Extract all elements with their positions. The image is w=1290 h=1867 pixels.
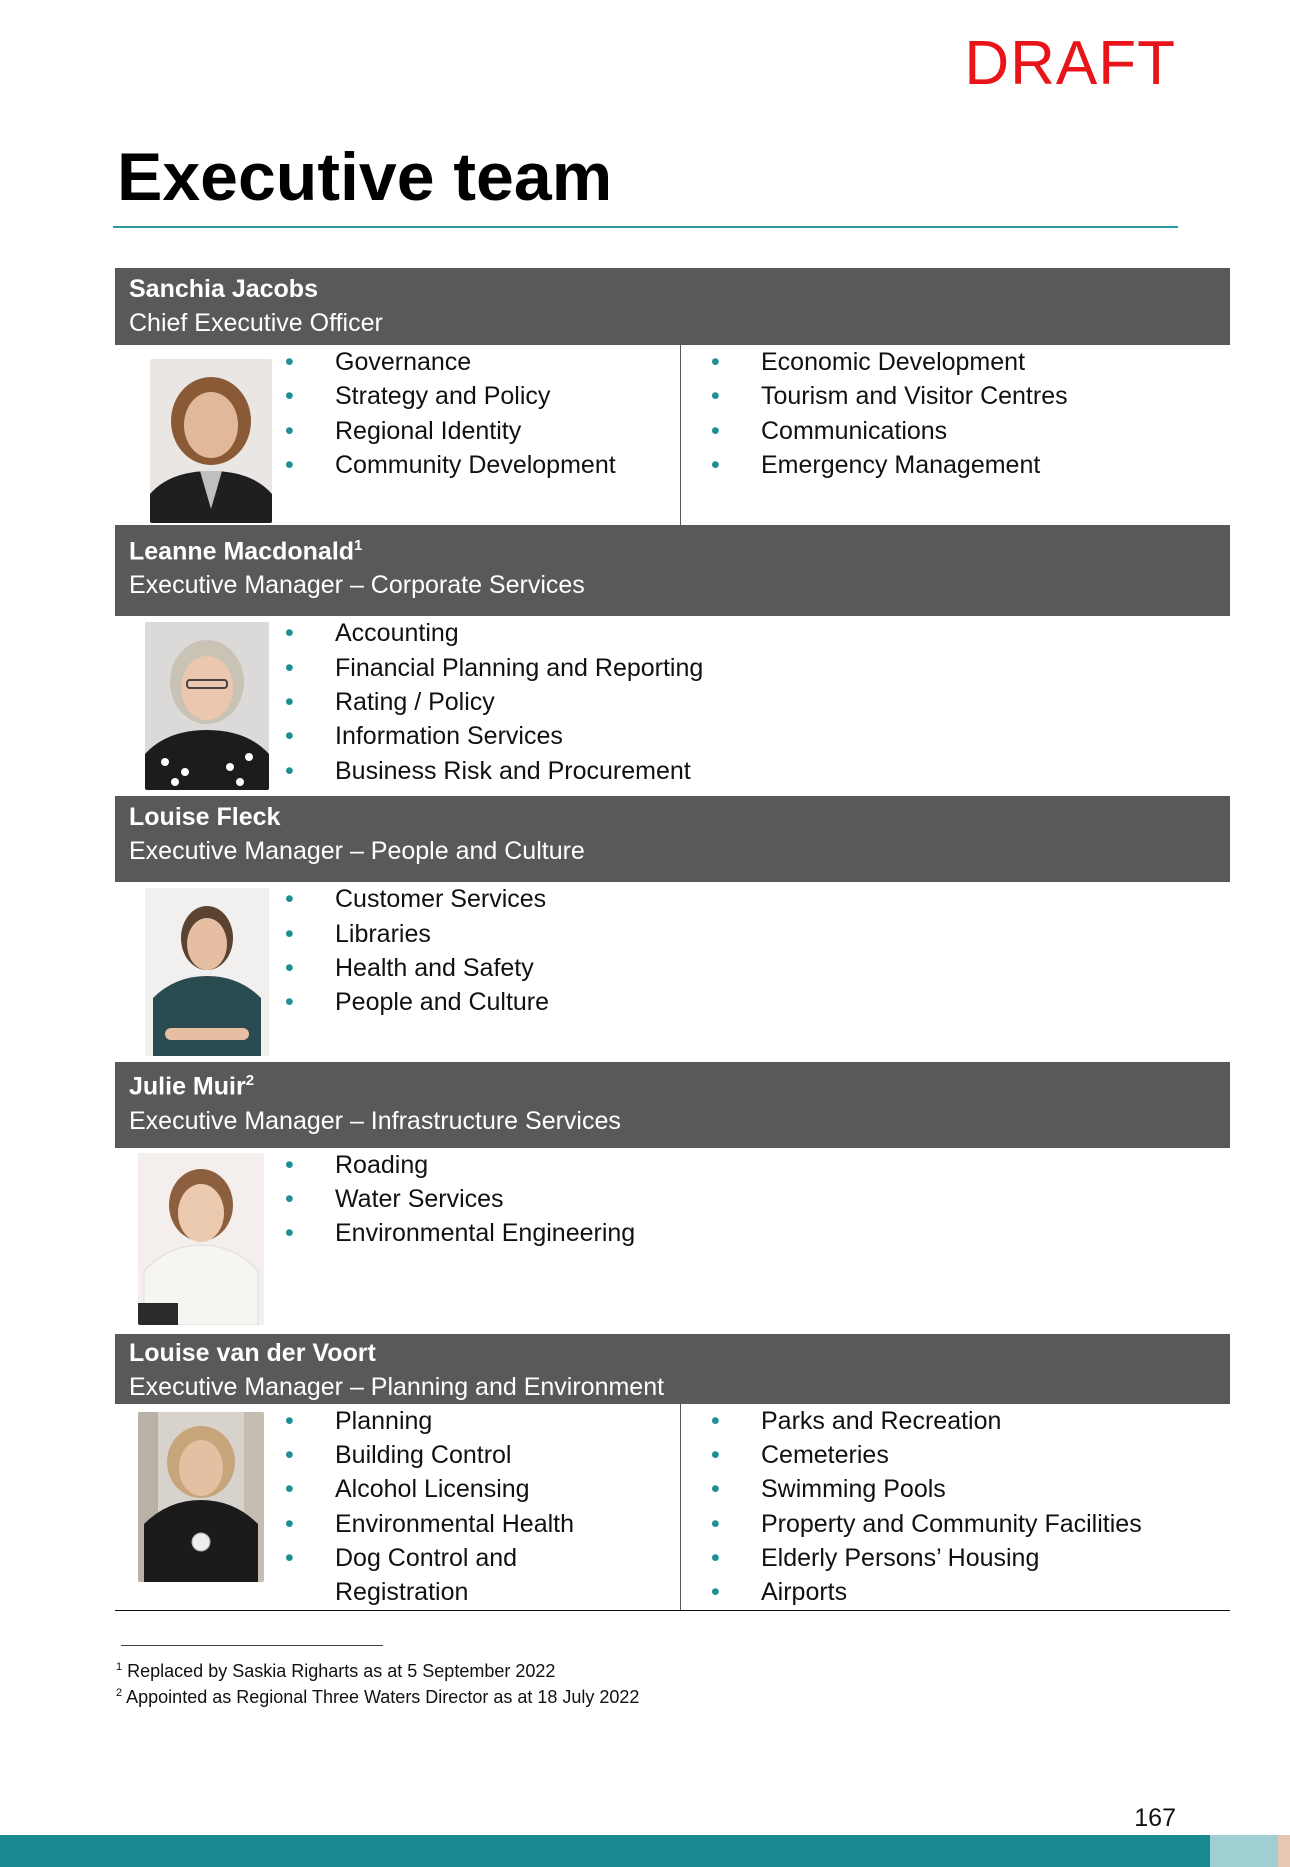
footnote-rule bbox=[121, 1645, 383, 1646]
footnote-ref: 1 bbox=[354, 537, 363, 554]
footer-bar-accent bbox=[1210, 1835, 1278, 1867]
member-role: Chief Executive Officer bbox=[129, 309, 383, 337]
member-header bbox=[115, 1334, 1230, 1404]
responsibility-item: • Governance bbox=[285, 345, 680, 379]
table-bottom-rule bbox=[115, 1610, 1230, 1612]
member-photo bbox=[145, 888, 269, 1056]
member-header bbox=[115, 268, 1230, 345]
member-name: Louise van der Voort bbox=[129, 1338, 376, 1367]
responsibilities-col-2 bbox=[680, 1404, 1142, 1610]
responsibility-item: • Community Development bbox=[285, 448, 680, 482]
responsibility-item: • Emergency Management bbox=[711, 448, 1068, 482]
responsibilities-col-1 bbox=[285, 616, 703, 796]
member-header bbox=[115, 1062, 1230, 1147]
footer-bar-end bbox=[1278, 1835, 1290, 1867]
responsibility-item: • Cemeteries bbox=[711, 1438, 1142, 1472]
responsibility-item: • Customer Services bbox=[285, 882, 549, 916]
responsibility-item: • Dog Control and bbox=[285, 1541, 680, 1575]
member-role: Executive Manager – People and Culture bbox=[129, 837, 585, 866]
responsibility-item: • Accounting bbox=[285, 616, 703, 650]
responsibility-item: • Water Services bbox=[285, 1182, 635, 1216]
responsibilities-col-1 bbox=[285, 1148, 635, 1334]
member-sanchia-jacobs bbox=[115, 268, 1230, 525]
member-name: Leanne Macdonald$^1$ bbox=[129, 537, 363, 566]
member-name: Sanchia Jacobs bbox=[129, 275, 318, 303]
responsibility-item: • People and Culture bbox=[285, 985, 549, 1019]
member-photo bbox=[138, 1153, 264, 1325]
executive-team-table bbox=[115, 268, 1230, 1611]
draft-label: DRAFT bbox=[964, 29, 1176, 98]
member-photo bbox=[145, 622, 269, 790]
responsibility-item: • Financial Planning and Reporting bbox=[285, 651, 703, 685]
member-louise-fleck bbox=[115, 796, 1230, 1062]
responsibilities-col-1 bbox=[285, 1404, 680, 1610]
page-number: 167 bbox=[1134, 1804, 1176, 1832]
responsibility-item: • Roading bbox=[285, 1148, 635, 1182]
responsibility-item: • Economic Development bbox=[711, 345, 1068, 379]
responsibility-item: • Alcohol Licensing bbox=[285, 1472, 680, 1506]
member-julie-muir bbox=[115, 1062, 1230, 1333]
responsibility-item: • Information Services bbox=[285, 719, 703, 753]
member-name: Louise Fleck bbox=[129, 803, 281, 832]
responsibility-item: • Property and Community Facilities bbox=[711, 1507, 1142, 1541]
responsibility-item-continuation: Registration bbox=[335, 1578, 469, 1607]
responsibilities-col-1 bbox=[285, 345, 680, 525]
responsibility-item: • Planning bbox=[285, 1404, 680, 1438]
member-louise-van-der-voort bbox=[115, 1334, 1230, 1612]
member-photo bbox=[150, 359, 272, 523]
page-title: Executive team bbox=[117, 139, 613, 215]
member-header bbox=[115, 525, 1230, 616]
member-role: Executive Manager – Planning and Environment bbox=[129, 1372, 665, 1401]
responsibility-item: • Swimming Pools bbox=[711, 1472, 1142, 1506]
title-rule bbox=[113, 226, 1178, 228]
footer-bar bbox=[0, 1835, 1210, 1867]
member-role: Executive Manager – Infrastructure Services bbox=[129, 1106, 621, 1135]
footnote-1: $^1$ Replaced by Saskia Righarts as at 5 September 2022 bbox=[116, 1661, 556, 1681]
responsibility-item: • Business Risk and Procurement bbox=[285, 754, 703, 788]
member-name: Julie Muir$^2$ bbox=[129, 1072, 255, 1101]
responsibility-item: • Libraries bbox=[285, 917, 549, 951]
footnotes bbox=[116, 1656, 639, 1708]
responsibilities-col-2 bbox=[680, 345, 1068, 525]
responsibility-item: • Health and Safety bbox=[285, 951, 549, 985]
footnote-2: $^2$ Appointed as Regional Three Waters Director as at 18 July 2022 bbox=[116, 1687, 640, 1707]
responsibility-item: • Building Control bbox=[285, 1438, 680, 1472]
responsibility-item: • Environmental Engineering bbox=[285, 1216, 635, 1250]
responsibility-item: • Environmental Health bbox=[285, 1507, 680, 1541]
member-photo bbox=[138, 1412, 264, 1582]
responsibility-item: • Elderly Persons’ Housing bbox=[711, 1541, 1142, 1575]
responsibility-item: • Rating / Policy bbox=[285, 685, 703, 719]
responsibility-item: • Parks and Recreation bbox=[711, 1404, 1142, 1438]
member-role: Executive Manager – Corporate Services bbox=[129, 571, 585, 600]
responsibility-item: • Strategy and Policy bbox=[285, 379, 680, 413]
responsibilities-col-1 bbox=[285, 882, 549, 1062]
member-header bbox=[115, 796, 1230, 882]
footnote-ref: 2 bbox=[245, 1072, 255, 1090]
responsibility-item: • Airports bbox=[711, 1575, 1142, 1609]
responsibility-item: • Communications bbox=[711, 414, 1068, 448]
responsibility-item: • Tourism and Visitor Centres bbox=[711, 379, 1068, 413]
member-leanne-macdonald bbox=[115, 525, 1230, 796]
responsibility-item: • Regional Identity bbox=[285, 414, 680, 448]
